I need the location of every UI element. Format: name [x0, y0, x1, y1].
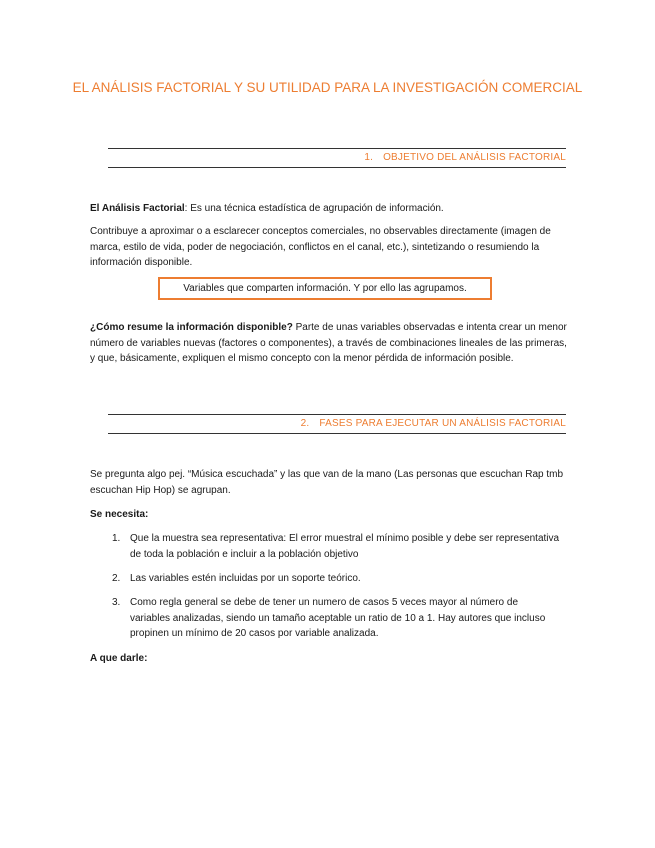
list-text: Las variables estén incluidas por un soporte teórico. [130, 573, 361, 584]
list-item [90, 595, 570, 643]
list-text: Que la muestra sea representativa: El error muestral el mínimo posible y debe ser representativa de toda la población e incluir a la población objetivo [130, 533, 560, 560]
list-text: Como regla general se debe de tener un numero de casos 5 veces mayor al número de variables analizadas, siendo un tamaño aceptable un ratio de 10 a 1. Hay autores que incluso propinen un mínimo de 20 casos por variable analizada. [130, 597, 546, 639]
list-number: 1. [112, 533, 121, 544]
example-paragraph: Se pregunta algo pej. “Música escuchada” y las que van de la mano (Las personas que escuchan Rap tmb escuchan Hip Hop) se agrupan. [90, 469, 564, 496]
intro-term: El Análisis Factorial [90, 203, 185, 214]
needs-label: Se necesita: [90, 509, 149, 520]
question-paragraph [90, 320, 570, 367]
list-number: 3. [112, 597, 121, 608]
give-label: A que darle: [90, 653, 148, 664]
section-heading-fases [108, 414, 566, 434]
intro-paragraph [90, 201, 570, 217]
section-label: OBJETIVO DEL ANÁLISIS FACTORIAL [383, 152, 566, 163]
list-item [90, 571, 570, 587]
list-item [90, 531, 570, 563]
question-bold: ¿Cómo resume la información disponible? [90, 322, 293, 333]
section-number: 1. [364, 152, 374, 163]
question-rest: Parte de unas variables observadas e intenta crear un menor número de variables nuevas (factores o componentes), a través de combinaciones lineales de las primeras, y que, básicamente, expliquen el mismo concepto con la menor pérdida de información posible. [90, 322, 567, 364]
section-label: FASES PARA EJECUTAR UN ANÁLISIS FACTORIAL [319, 418, 566, 429]
intro-definition: : Es una técnica estadística de agrupación de información. [184, 203, 444, 214]
contribution-paragraph: Contribuye a aproximar o a esclarecer conceptos comerciales, no observables directamente (imagen de marca, estilo de vida, poder de negociación, conflictos en el canal, etc.), sintetizando o resumiendo la información disponible. [90, 226, 551, 268]
callout-box: Variables que comparten información. Y por ello las agrupamos. [158, 277, 492, 300]
list-number: 2. [112, 573, 121, 584]
section-number: 2. [300, 418, 310, 429]
document-title: EL ANÁLISIS FACTORIAL Y SU UTILIDAD PARA LA INVESTIGACIÓN COMERCIAL [72, 80, 583, 95]
section-heading-objetivo [108, 148, 566, 168]
